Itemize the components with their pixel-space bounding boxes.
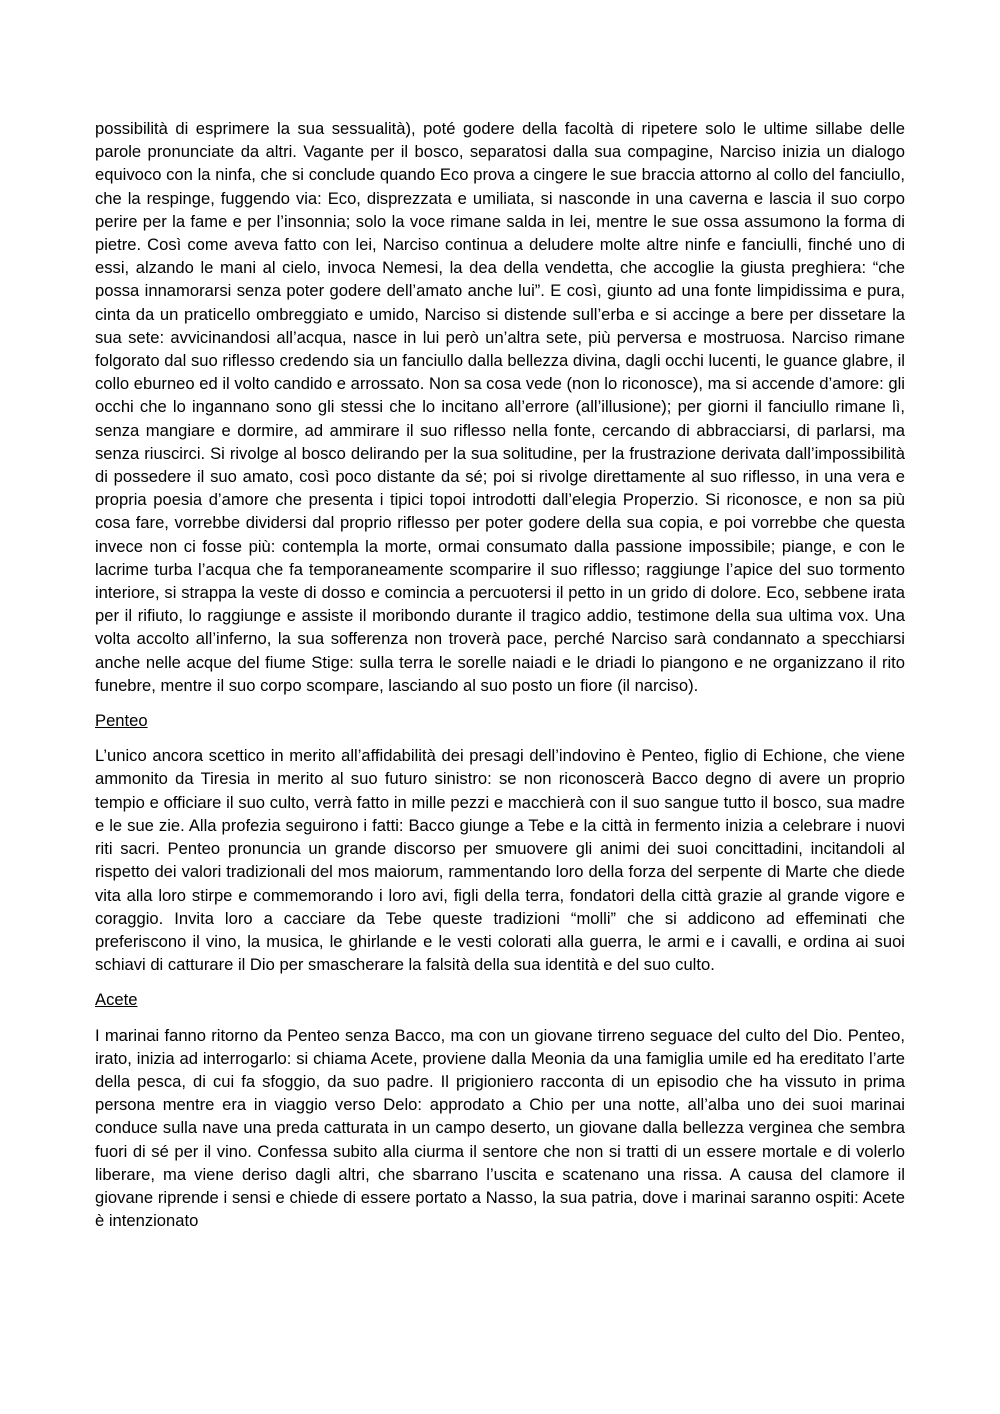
section-heading-acete: Acete [95,990,138,1010]
paragraph-penteo: L’unico ancora scettico in merito all’affidabilità dei presagi dell’indovino è Penteo, figlio di Echione, che viene ammonito da Tiresia in merito al suo futuro sinistro: se non riconoscerà Bacco degno di avere un proprio tempio e officiare il suo culto, verrà fatto in mille pezzi e macchierà con il suo sangue tutto il bosco, sua madre e le sue zie. Alla profezia seguirono i fatti: Bacco giunge a Tebe e la città in fermento inizia a celebrare i nuovi riti sacri. Penteo pronuncia un grande discorso per smuovere gli animi dei suoi concittadini, incitandoli al rispetto dei valori tradizionali del mos maiorum, rammentando loro della forza del serpente di Marte che diede vita alla loro stirpe e commemorando i loro avi, figli della terra, fondatori della città grazie al grande vigore e coraggio. Invita loro a cacciare da Tebe queste tradizioni “molli” che si addicono ad effeminati che preferiscono il vino, la musica, le ghirlande e le vesti colorati alla guerra, le armi e i cavalli, e ordina ai suoi schiavi di catturare il Dio per smascherare la falsità della sua identità e del suo culto. [95,746,905,975]
section-heading-penteo: Penteo [95,711,148,731]
document-page [95,117,905,1232]
paragraph-narciso-eco: possibilità di esprimere la sua sessualità), poté godere della facoltà di ripetere solo le ultime sillabe delle parole pronunciate da altri. Vagante per il bosco, separatosi dalla sua compagine, Narciso inizia un dialogo equivoco con la ninfa, che si conclude quando Eco prova a cingere le sue braccia attorno al collo del fanciullo, che la respinge, fuggendo via: Eco, disprezzata e umiliata, si nasconde in una caverna e lascia il suo corpo perire per la fame e per l’insonnia; solo la voce rimane salda in lei, mentre le sue ossa assumono la forma di pietre. Così come aveva fatto con lei, Narciso continua a deludere molte altre ninfe e fanciulli, finché uno di essi, alzando le mani al cielo, invoca Nemesi, la dea della vendetta, che accoglie la giusta preghiera: “che possa innamorarsi senza poter godere dell’amato anche lui”. E così, giunto ad una fonte limpidissima e pura, cinta da un praticello ombreggiato e umido, Narciso si distende sull’erba e si accinge a bere per dissetare la sua sete: avvicinandosi all’acqua, nasce in lui però un’altra sete, più perversa e mostruosa. Narciso rimane folgorato dal suo riflesso credendo sia un fanciullo dalla bellezza divina, dagli occhi lucenti, le guance glabre, il collo eburneo ed il volto candido e arrossato. Non sa cosa vede (non lo riconosce), ma si accende d’amore: gli occhi che lo ingannano sono gli stessi che lo incitano all’errore (all’illusione); per giorni il fanciullo rimane lì, senza mangiare e dormire, ad ammirare il suo riflesso nella fonte, cercando di abbracciarsi, di parlarsi, ma senza riuscirci. Si rivolge al bosco delirando per la sua solitudine, per la frustrazione derivata dall’impossibilità di possedere il suo amato, così poco distante da sé; poi si rivolge direttamente al suo riflesso, in una vera e propria poesia d’amore che presenta i tipici topoi introdotti dall’elegia Properzio. Si riconosce, e non sa più cosa fare, vorrebbe dividersi dal proprio riflesso per poter godere della sua copia, e poi vorrebbe che questa invece non ci fosse più: contempla la morte, ormai consumato dalla passione impossibile; piange, e con le lacrime turba l’acqua che fa temporaneamente scomparire il suo riflesso; raggiunge l’apice del suo tormento interiore, si strappa la veste di dosso e comincia a percuotersi il petto in un grido di dolore. Eco, sebbene irata per il rifiuto, lo raggiunge e assiste il moribondo durante il tragico addio, testimone della sua ultima vox. Una volta accolto all’inferno, la sua sofferenza non troverà pace, perché Narciso sarà condannato a specchiarsi anche nelle acque del fiume Stige: sulla terra le sorelle naiadi e le driadi lo piangono e ne organizzano il rito funebre, mentre il suo corpo scompare, lasciando al suo posto un fiore (il narciso). [95,119,905,695]
paragraph-acete: I marinai fanno ritorno da Penteo senza Bacco, ma con un giovane tirreno seguace del culto del Dio. Penteo, irato, inizia ad interrogarlo: si chiama Acete, proviene dalla Meonia da una famiglia umile ed ha ereditato l’arte della pesca, di cui fa sfoggio, da suo padre. Il prigioniero racconta di un episodio che ha vissuto in prima persona mentre era in viaggio verso Delo: approdato a Chio per una notte, all’alba uno dei suoi marinai conduce sulla nave una preda catturata in un campo deserto, un giovane dalla bellezza verginea che sembra fuori di sé per il vino. Confessa subito alla ciurma il sentore che non si tratti di un essere mortale e di volerlo liberare, ma viene deriso dagli altri, che sbarrano l’uscita e scatenano una rissa. A causa del clamore il giovane riprende i sensi e chiede di essere portato a Nasso, la sua patria, dove i marinai saranno ospiti: Acete è intenzionato [95,1025,905,1231]
